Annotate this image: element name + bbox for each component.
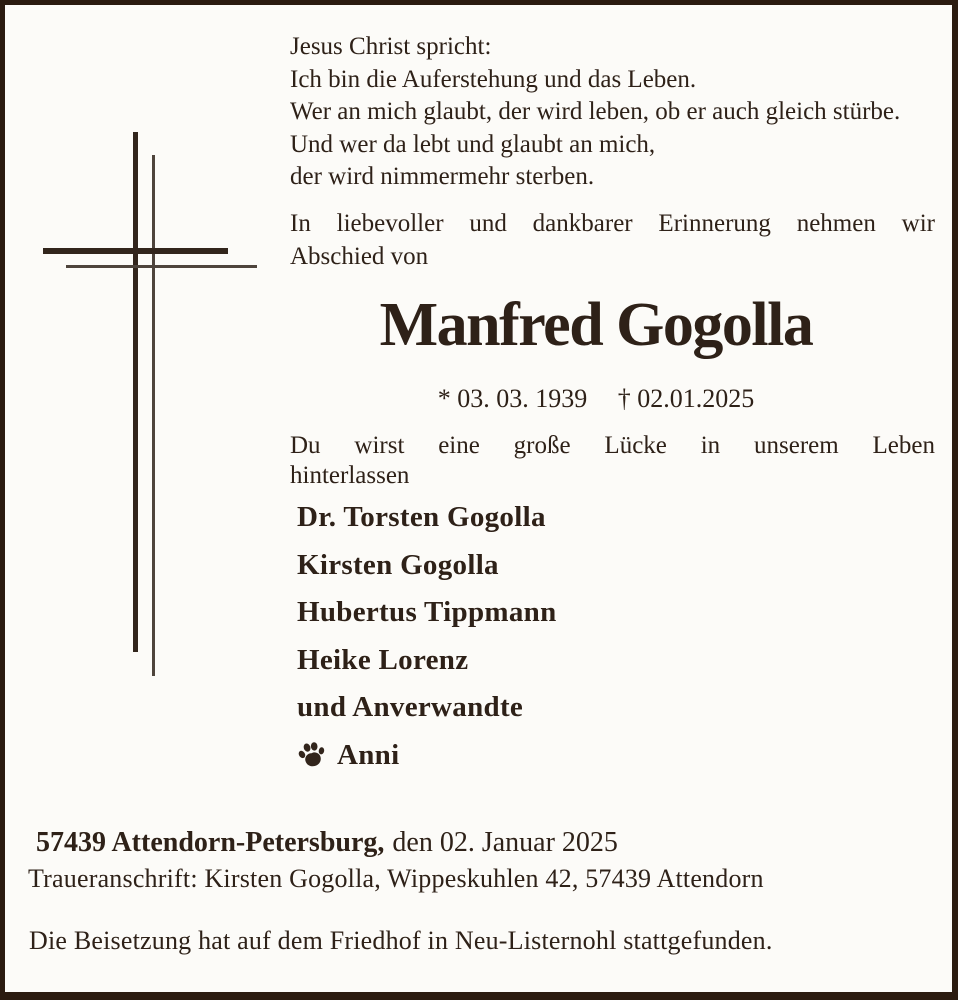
paw-icon	[294, 737, 330, 773]
date-text: den 02. Januar 2025	[392, 827, 618, 858]
death-date: 02.01.2025	[637, 384, 755, 413]
cross-horizontal-thin	[66, 265, 257, 268]
pet-row	[297, 732, 557, 780]
farewell-line: Du wirst eine große Lücke in unserem Leben	[290, 432, 935, 459]
scripture-quote	[290, 31, 900, 194]
burial-notice-line: Die Beisetzung hat auf dem Friedhof in Neu-Listernohl stattgefunden.	[29, 926, 773, 955]
memorial-intro-line: In liebevoller und dankbarer Erinnerung nehmen wir	[290, 210, 935, 237]
mourner-name: und Anverwandte	[297, 691, 524, 723]
mourner-name: Kirsten Gogolla	[297, 548, 499, 581]
death-symbol: †	[617, 384, 631, 413]
pet-name: Anni	[337, 738, 400, 771]
memorial-intro	[290, 207, 935, 273]
memorial-intro-line: Abschied von	[290, 243, 429, 270]
mourner-name: Heike Lorenz	[297, 643, 469, 676]
cross-horizontal-thick	[43, 248, 228, 254]
quote-line: Jesus Christ spricht:	[290, 33, 492, 60]
quote-line: der wird nimmermehr sterben.	[290, 163, 595, 190]
quote-line: Wer an mich glaubt, der wird leben, ob er auch gleich stürbe.	[290, 98, 901, 125]
place-date-line	[36, 829, 618, 857]
birth-symbol: *	[437, 384, 451, 413]
life-dates	[290, 386, 902, 412]
birth-date: 03. 03. 1939	[457, 384, 588, 413]
cross-vertical-thick	[133, 132, 138, 652]
mourner-name: Dr. Torsten Gogolla	[297, 501, 546, 533]
deceased-name: Manfred Gogolla	[379, 291, 813, 359]
quote-line: Und wer da lebt und glaubt an mich,	[290, 130, 656, 158]
mourners-list	[297, 494, 557, 779]
quote-line: Ich bin die Auferstehung und das Leben.	[290, 65, 697, 93]
cross-vertical-thin	[152, 155, 155, 676]
mourner-name: Hubertus Tippmann	[297, 596, 557, 628]
farewell-line: hinterlassen	[290, 462, 410, 489]
place-text: 57439 Attendorn-Petersburg,	[36, 827, 385, 858]
mourning-address-line: Traueranschrift: Kirsten Gogolla, Wippeskuhlen 42, 57439 Attendorn	[28, 864, 764, 893]
farewell-text	[290, 431, 935, 491]
